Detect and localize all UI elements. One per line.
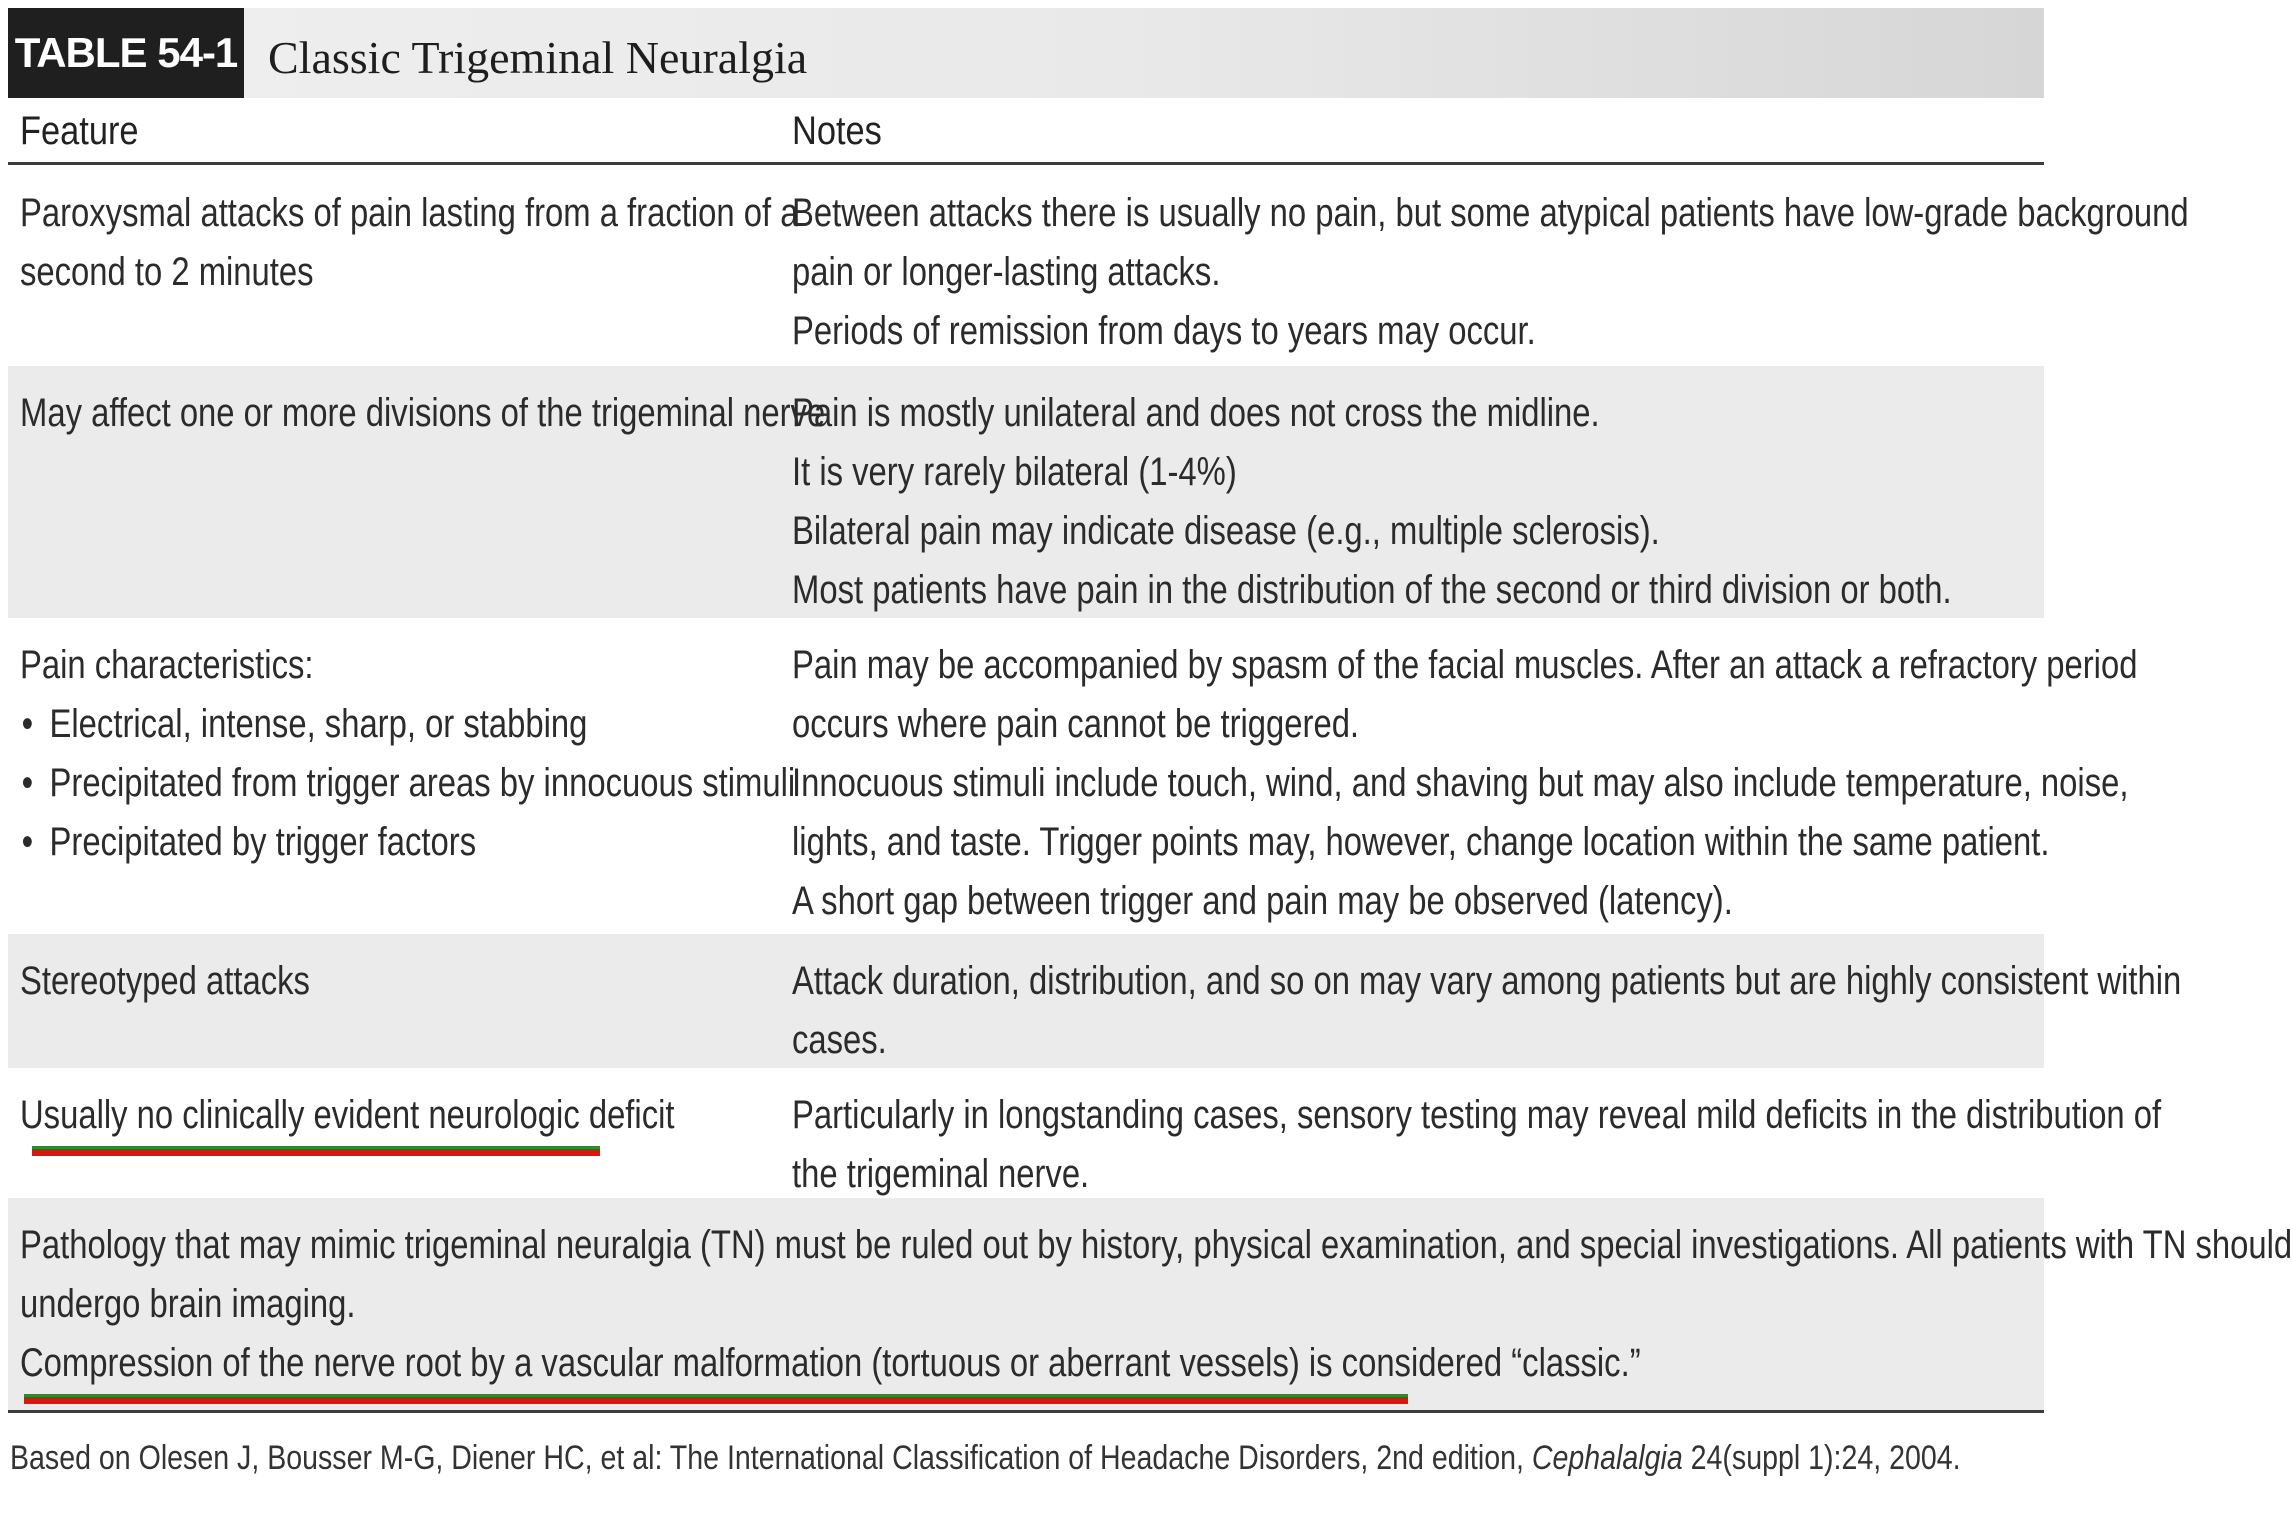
highlight-underline [32,1146,600,1156]
table-footnote-row [8,1198,2292,1410]
footnote-text: Pathology that may mimic trigeminal neuralgia (TN) must be ruled out by history, physical examination, and special investigations. All patients with TN should undergo brain imaging. Compression of the nerve root by a vascular malformation (tortuous or aberrant vessels) is considered “classic.” [20,1223,2292,1385]
table-title: Classic Trigeminal Neuralgia [268,32,808,83]
source-citation: Based on Olesen J, Bousser M-G, Diener HC, et al: The International Classification of Headache Disorders, 2nd edition, Cephalalgia 24(suppl 1):24, 2004. [10,1439,1961,1477]
bullet-item: • Electrical, intense, sharp, or stabbing [20,695,795,754]
highlight-underline [24,1394,1408,1404]
feature-cell: Paroxysmal attacks of pain lasting from a fraction of a second to 2 minutes [20,191,799,294]
header-rule [8,162,2044,165]
bullet-item: • Precipitated by trigger factors [20,813,795,872]
bullet-icon: • [21,761,34,805]
notes-cell: Between attacks there is usually no pain, but some atypical patients have low-grade background pain or longer-lasting attacks. Periods of remission from days to years may occur. [792,191,2189,353]
notes-cell: Attack duration, distribution, and so on may vary among patients but are highly consistent within cases. [792,959,2182,1062]
feature-cell: May affect one or more divisions of the trigeminal nerve [20,391,826,435]
feature-cell: Stereotyped attacks [20,959,310,1003]
bullet-icon: • [21,820,34,864]
bullet-item: • Precipitated from trigger areas by innocuous stimuli [20,754,795,813]
table-row [8,934,2182,1068]
bullet-icon: • [21,702,34,746]
table-row [8,1068,2162,1198]
journal-name: Cephalalgia [1531,1439,1683,1477]
column-header-notes: Notes [792,109,882,153]
bottom-rule [8,1410,2044,1413]
feature-cell: Usually no clinically evident neurologic deficit [20,1093,675,1137]
notes-cell: Particularly in longstanding cases, sensory testing may reveal mild deficits in the distribution of the trigeminal nerve. [792,1093,2162,1196]
table-row [8,618,2138,934]
feature-cell [20,636,795,872]
column-header-feature: Feature [20,109,139,153]
table-row [8,166,2189,366]
table-row [8,366,2044,618]
notes-cell: Pain is mostly unilateral and does not cross the midline. It is very rarely bilateral (1-4%) Bilateral pain may indicate disease (e.g., multiple sclerosis). Most patients have pain in the distribution of the second or third division or both. [792,391,1952,612]
notes-cell: Pain may be accompanied by spasm of the facial muscles. After an attack a refractory period occurs where pain cannot be triggered. Innocuous stimuli include touch, wind, and shaving but may also include temperature, noise, lights, and taste. Trigger points may, however, change location within the same patient. A short gap between trigger and pain may be observed (latency). [792,643,2138,923]
feature-heading: Pain characteristics: [20,643,314,687]
table-number-label: TABLE 54-1 [8,8,244,98]
